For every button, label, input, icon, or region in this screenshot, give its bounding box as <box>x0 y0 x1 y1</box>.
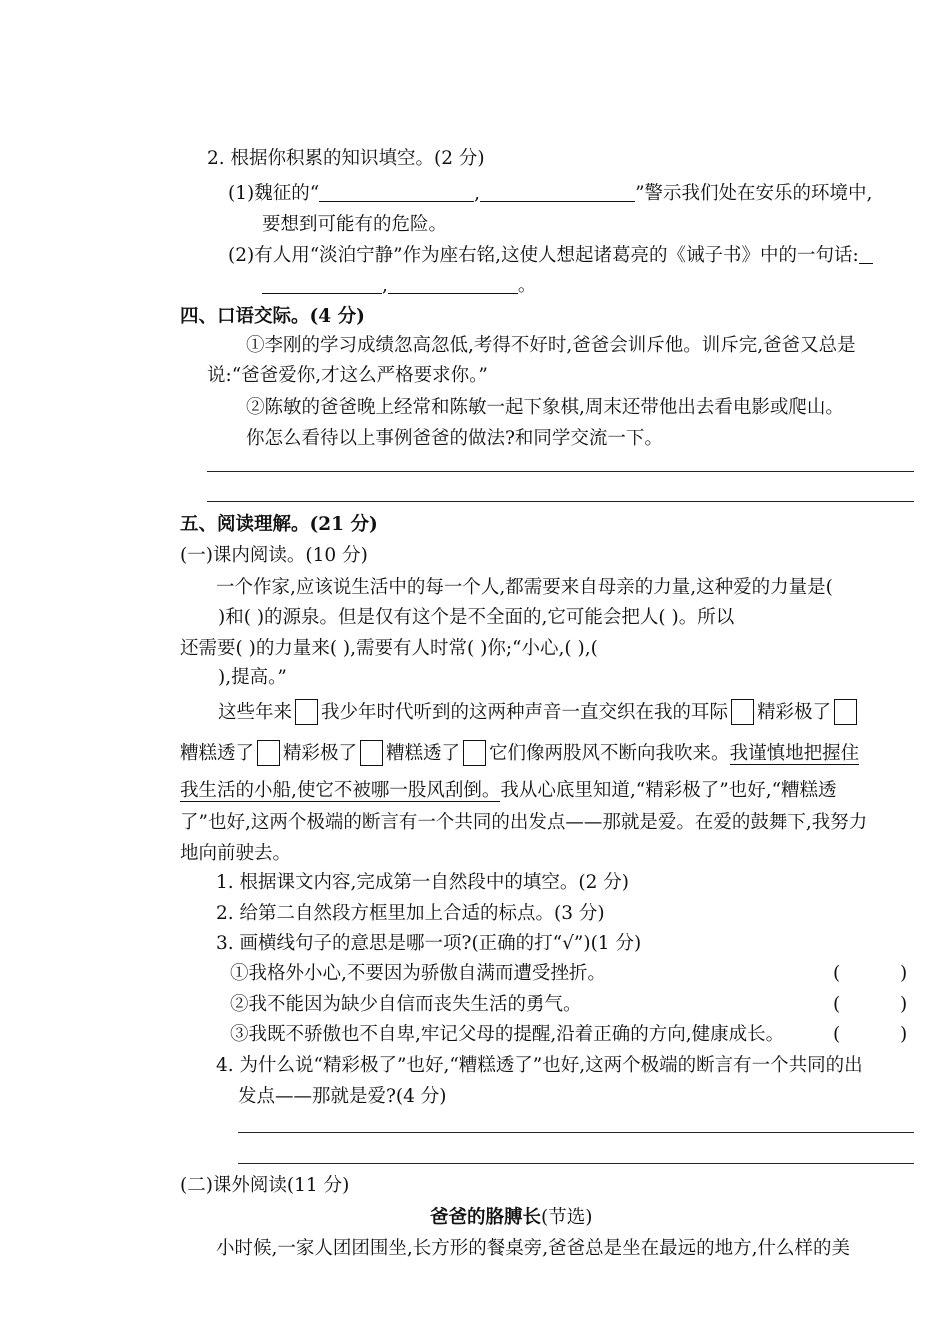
punctuation-box[interactable] <box>834 699 857 725</box>
para3-text-d: 它们像两股风不断向我吹来。 <box>489 743 730 764</box>
oral-case-1: ①李刚的学习成绩忽高忽低,考得不好时,爸爸会训斥他。训斥完,爸爸又总是 <box>246 335 856 356</box>
answer-line[interactable] <box>238 1163 914 1164</box>
q-fill-item-2 <box>228 243 873 269</box>
answer-paren-open: ( <box>833 963 841 984</box>
fill-blank-4[interactable] <box>388 275 518 294</box>
passage-para1-line4: ),提高。” <box>218 667 287 688</box>
oral-prompt: 你怎么看待以上事例爸爸的做法?和同学交流一下。 <box>246 428 663 449</box>
para2-text-b: 我少年时代听到的这两种声音一直交织在我的耳际 <box>321 702 729 723</box>
passage-para1-line1: 一个作家,应该说生活中的每一个人,都需要来自母亲的力量,这种爱的力量是( <box>216 577 833 598</box>
section-5-title: 五、阅读理解。(21 分) <box>180 514 378 535</box>
punctuation-box[interactable] <box>257 740 280 766</box>
question-2: 2. 给第二自然段方框里加上合适的标点。(3 分) <box>216 903 605 924</box>
oral-case-2: ②陈敏的爸爸晚上经常和陈敏一起下象棋,周末还带他出去看电影或爬山。 <box>246 397 844 418</box>
passage-para2-line3 <box>180 778 837 804</box>
answer-paren-open: ( <box>833 1024 841 1045</box>
passage-para2-line5: 地向前驶去。 <box>180 843 292 864</box>
para3-text-b: 精彩极了 <box>283 743 358 764</box>
article-heading <box>430 1205 592 1231</box>
question-4-cont: 发点——那就是爱?(4 分) <box>238 1086 447 1107</box>
q-fill-item-2-cont <box>262 273 536 299</box>
q-fill-2-text: (2)有人用“淡泊宁静”作为座右铭,这使人想起诸葛亮的《诫子书》中的一句话: <box>228 245 859 266</box>
fill-blank-1[interactable] <box>319 183 474 202</box>
passage-para2-line2 <box>180 740 859 767</box>
fill-blank-3a[interactable] <box>859 245 873 264</box>
article-title: 爸爸的胳膊长 <box>430 1207 542 1228</box>
punctuation-box[interactable] <box>463 740 486 766</box>
q-fill-1-comma: , <box>474 183 481 204</box>
para3-text-c: 糟糕透了 <box>386 743 461 764</box>
oral-case-1-cont: 说:“爸爸爱你,才这么严格要求你。” <box>207 365 488 386</box>
fill-blank-2[interactable] <box>480 183 635 202</box>
underlined-sentence: 我谨慎地把握住 <box>729 743 860 764</box>
passage-para2-line1 <box>218 699 860 726</box>
answer-line[interactable] <box>207 501 914 502</box>
q-fill-title: 2. 根据你积累的知识填空。(2 分) <box>207 148 485 169</box>
article-note: (节选) <box>541 1207 593 1228</box>
part-2-title: (二)课外阅读(11 分) <box>180 1175 350 1196</box>
answer-line[interactable] <box>207 471 914 472</box>
answer-paren-close: ) <box>900 963 908 984</box>
answer-line[interactable] <box>238 1132 914 1133</box>
para4-text-b: 我从心底里知道,“精彩极了”也好,“糟糕透 <box>500 780 837 801</box>
punctuation-box[interactable] <box>295 699 318 725</box>
option-2: ②我不能因为缺少自信而丧失生活的勇气。 <box>230 994 582 1015</box>
underlined-sentence-cont: 我生活的小船,使它不被哪一股风刮倒。 <box>180 780 501 801</box>
punctuation-box[interactable] <box>360 740 383 766</box>
q-fill-1-suffix: ”警示我们处在安乐的环境中, <box>635 183 873 204</box>
para2-text-a: 这些年来 <box>218 702 293 723</box>
passage-para2-line4: 了”也好,这两个极端的断言有一个共同的出发点——那就是爱。在爱的鼓舞下,我努力 <box>180 812 868 833</box>
option-1: ①我格外小心,不要因为骄傲自满而遭受挫折。 <box>230 963 606 984</box>
passage-para1-line2: )和( )的源泉。但是仅有这个是不全面的,它可能会把人( )。所以 <box>218 607 735 628</box>
para3-text-a: 糟糕透了 <box>180 743 255 764</box>
answer-paren-close: ) <box>900 1024 908 1045</box>
answer-paren-open: ( <box>833 994 841 1015</box>
article-line-1: 小时候,一家人团团围坐,长方形的餐桌旁,爸爸总是坐在最远的地方,什么样的美 <box>216 1238 851 1259</box>
question-1: 1. 根据课文内容,完成第一自然段中的填空。(2 分) <box>216 872 629 893</box>
option-3: ③我既不骄傲也不自卑,牢记父母的提醒,沿着正确的方向,健康成长。 <box>230 1024 785 1045</box>
question-4: 4. 为什么说“精彩极了”也好,“糟糕透了”也好,这两个极端的断言有一个共同的出 <box>216 1055 863 1076</box>
section-4-title: 四、口语交际。(4 分) <box>180 306 365 327</box>
q-fill-item-1-cont: 要想到可能有的危险。 <box>262 214 448 235</box>
q-fill-2-comma: , <box>382 275 388 296</box>
part-1-title: (一)课内阅读。(10 分) <box>180 545 368 566</box>
q-fill-1-prefix: (1)魏征的“ <box>228 183 320 204</box>
q-fill-2-period: 。 <box>517 275 537 296</box>
answer-paren-close: ) <box>900 994 908 1015</box>
question-3: 3. 画横线句子的意思是哪一项?(正确的打“√”)(1 分) <box>216 933 642 954</box>
fill-blank-3[interactable] <box>262 275 382 294</box>
passage-para1-line3: 还需要( )的力量来( ),需要有人时常( )你;“小心,( ),( <box>180 638 598 659</box>
punctuation-box[interactable] <box>731 699 754 725</box>
q-fill-item-1 <box>228 181 872 207</box>
para2-text-c: 精彩极了 <box>757 702 832 723</box>
